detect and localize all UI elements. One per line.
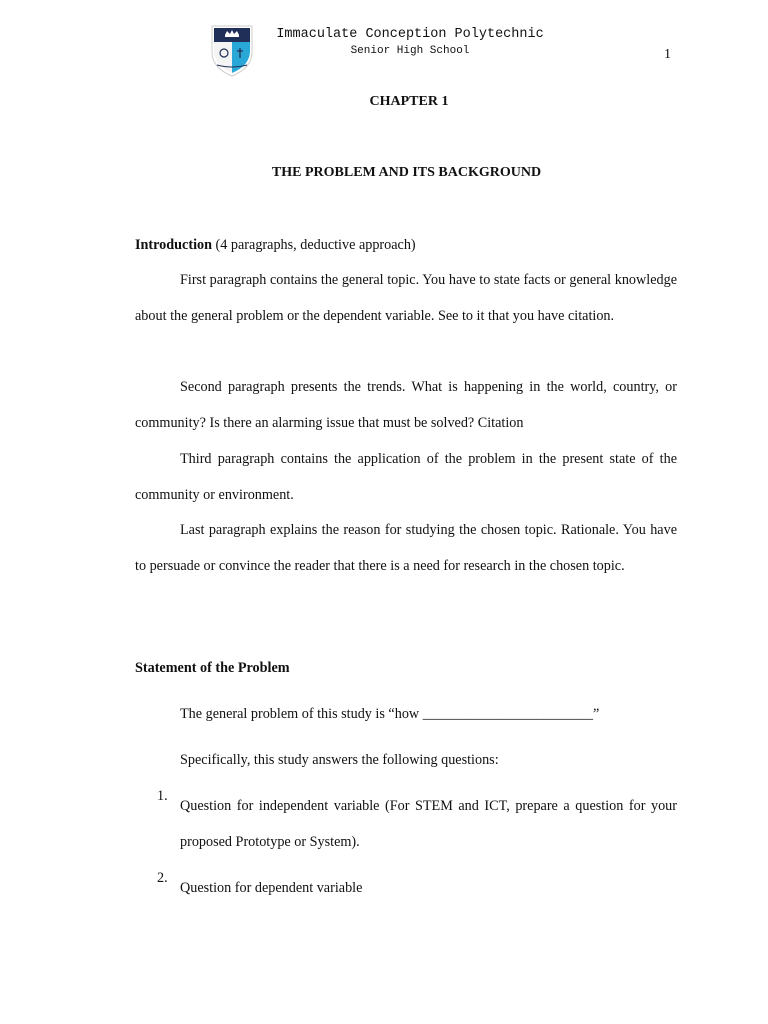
page-number: 1 [664, 47, 671, 62]
chapter-label: CHAPTER 1 [369, 94, 449, 109]
list-item-number: 2. [157, 870, 168, 886]
introduction-heading [135, 237, 677, 254]
school-name: Immaculate Conception Polytechnic [276, 27, 544, 42]
list-item [135, 788, 677, 860]
introduction-note: (4 paragraphs, deductive approach) [212, 237, 416, 253]
introduction-heading-label: Introduction [135, 237, 212, 253]
school-subtitle: Senior High School [350, 45, 470, 57]
introduction-paragraph-4: Last paragraph explains the reason for studying the chosen topic. Rationale. You have to persuade or convince the reader that there is a need for research in the chosen topic. [135, 522, 677, 574]
list-item [135, 870, 677, 906]
chapter-title: THE PROBLEM AND ITS BACKGROUND [271, 165, 542, 180]
general-problem-line: The general problem of this study is “how ________________________” [180, 706, 600, 722]
list-item-text: Question for independent variable (For STEM and ICT, prepare a question for your proposed Prototype or System). [180, 798, 677, 850]
list-item-number: 1. [157, 788, 168, 804]
introduction-paragraph-1: First paragraph contains the general topic. You have to state facts or general knowledge about the general problem or the dependent variable. See to it that you have citation. [135, 272, 677, 324]
school-crest-icon [209, 22, 255, 78]
statement-of-problem-heading: Statement of the Problem [135, 660, 290, 676]
introduction-paragraph-3: Third paragraph contains the application of the problem in the present state of the community or environment. [135, 451, 677, 503]
specifically-line: Specifically, this study answers the following questions: [180, 752, 499, 768]
introduction-paragraph-2: Second paragraph presents the trends. What is happening in the world, country, or community? Is there an alarming issue that must be solved? Citation [135, 379, 677, 431]
list-item-text: Question for dependent variable [180, 880, 363, 896]
